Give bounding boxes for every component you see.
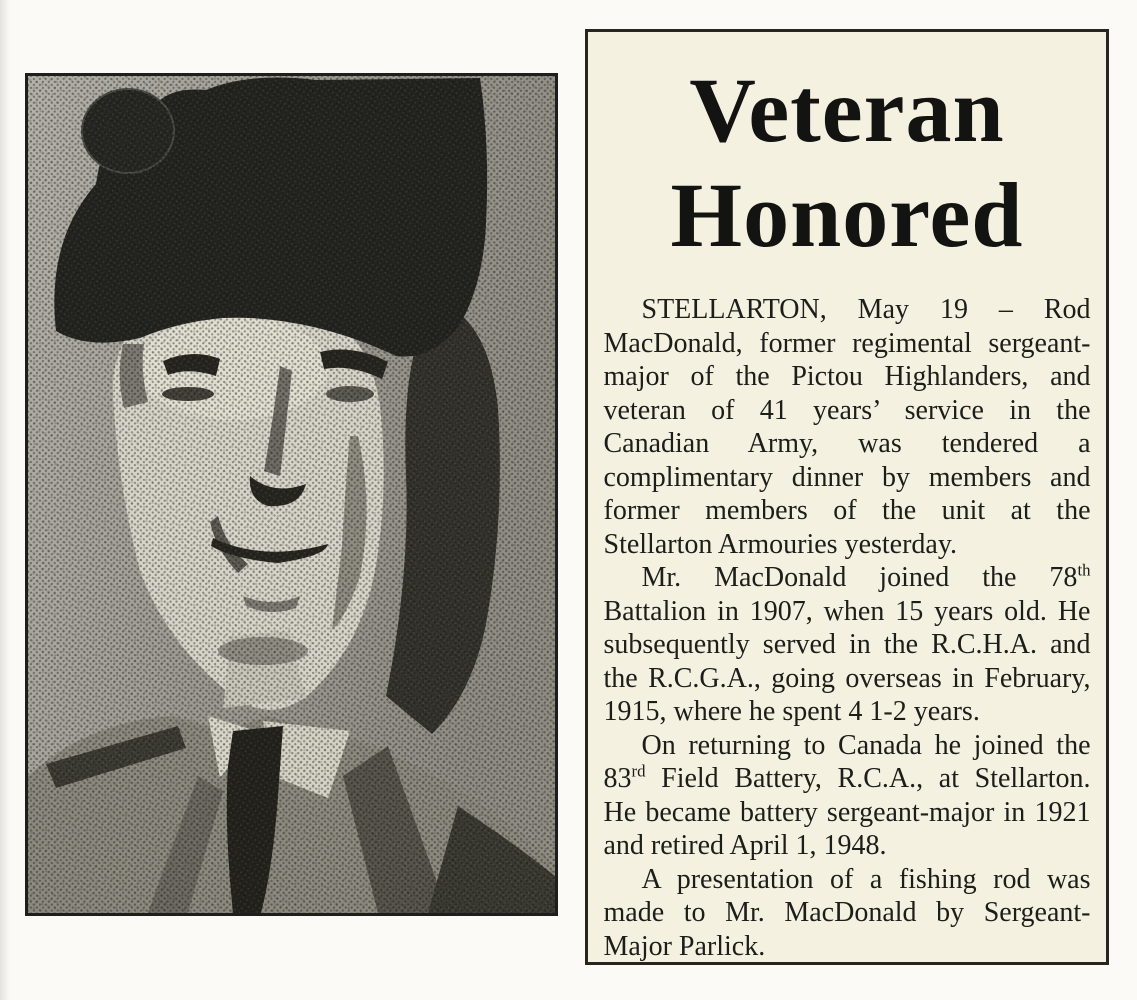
halftone-portrait-illustration [28, 76, 555, 913]
text-line: 83rd Field Battery, R.C.A., at Stellarton. [603, 761, 1091, 794]
headline-line-2: Honored [670, 164, 1024, 266]
paragraph [604, 863, 1091, 964]
portrait-photo [25, 73, 558, 916]
text-line: made to Mr. MacDonald by Sergeant- [603, 897, 1091, 928]
text-line: subsequently served in the R.C.H.A. and [603, 629, 1091, 660]
text-line: and retired April 1, 1948. [603, 830, 887, 861]
text-line: veteran of 41 years’ service in the [603, 394, 1091, 426]
headline-line-1: Veteran [689, 59, 1005, 161]
headline [588, 32, 1106, 268]
text-line: former members of the unit at the [603, 495, 1091, 526]
text-line: Major Parlick. [603, 930, 766, 962]
text-line: major of the Pictou Highlanders, and [603, 361, 1091, 392]
text-line: Mr. MacDonald joined the 78th [641, 560, 1091, 593]
text-line: Canadian Army, was tendered a [603, 428, 1091, 459]
text-line: 1915, where he spent 4 1-2 years. [603, 696, 980, 727]
text-line: Battalion in 1907, when 15 years old. He [603, 595, 1091, 627]
text-line: On returning to Canada he joined the [641, 729, 1091, 761]
paragraph [604, 729, 1091, 863]
paragraph [604, 293, 1091, 561]
paragraph [604, 561, 1091, 729]
news-clipping [585, 29, 1109, 965]
text-line: STELLARTON, May 19 – Rod [641, 294, 1091, 325]
text-line: MacDonald, former regimental sergeant- [603, 327, 1091, 359]
text-line: complimentary dinner by members and [603, 461, 1091, 493]
text-line: the R.C.G.A., going overseas in February, [603, 662, 1091, 694]
text-line: He became battery sergeant-major in 1921 [603, 796, 1091, 828]
text-line: Stellarton Armouries yesterday. [603, 528, 958, 560]
text-line: A presentation of a fishing rod was [641, 863, 1091, 895]
halftone-layer [28, 76, 555, 913]
article-body [604, 293, 1091, 963]
scan-edge-shadow [0, 0, 10, 1000]
